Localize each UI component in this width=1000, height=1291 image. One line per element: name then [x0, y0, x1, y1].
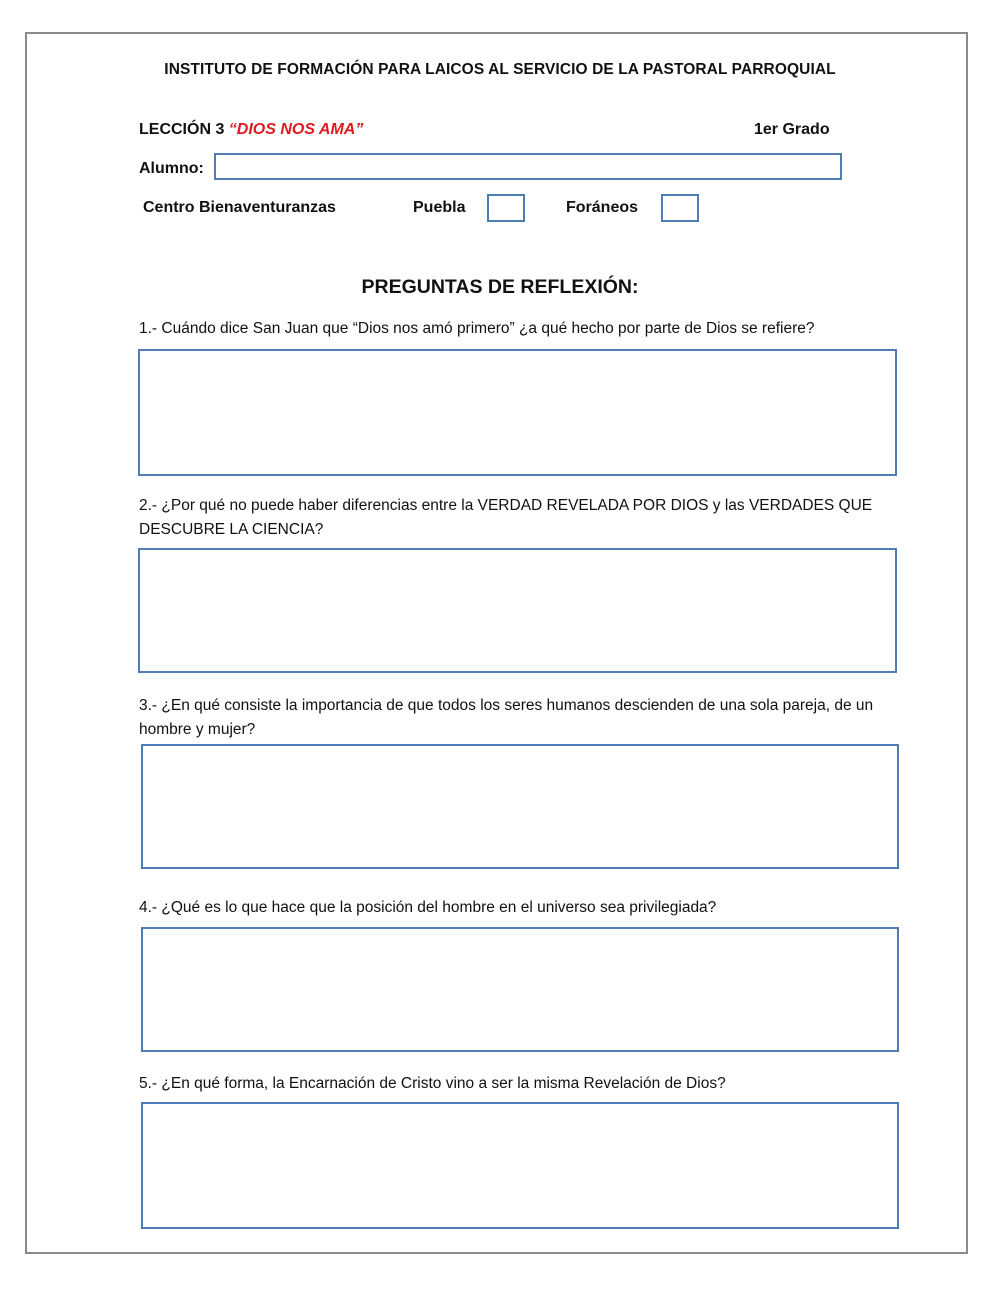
question-5: 5.- ¿En qué forma, la Encarnación de Cristo vino a ser la misma Revelación de Dios? [139, 1075, 726, 1092]
answer-4-box[interactable] [141, 927, 899, 1052]
option-puebla-label: Puebla [413, 199, 466, 216]
option-foraneos-label: Foráneos [566, 199, 639, 216]
center-label: Centro Bienaventuranzas [143, 199, 336, 216]
grade-label: 1er Grado [754, 121, 830, 138]
answer-5-box[interactable] [141, 1102, 899, 1229]
student-name-field[interactable] [214, 153, 842, 180]
answer-2-box[interactable] [138, 548, 897, 673]
lesson-number: LECCIÓN 3 [139, 121, 225, 138]
question-4: 4.- ¿Qué es lo que hace que la posición del hombre en el universo sea privilegiada? [139, 899, 717, 916]
question-1: 1.- Cuándo dice San Juan que “Dios nos amó primero” ¿a qué hecho por parte de Dios se refiere? [139, 320, 815, 337]
student-label: Alumno: [139, 160, 204, 177]
answer-1-box[interactable] [138, 349, 897, 476]
question-3: 3.- ¿En qué consiste la importancia de que todos los seres humanos descienden de una sola pareja, de un hombre y mujer? [139, 697, 874, 738]
question-2: 2.- ¿Por qué no puede haber diferencias entre la VERDAD REVELADA POR DIOS y las VERDADES QUE DESCUBRE LA CIENCIA? [139, 497, 873, 538]
answer-3-box[interactable] [141, 744, 899, 869]
lesson-heading [139, 121, 363, 139]
option-foraneos-checkbox[interactable] [661, 194, 699, 222]
lesson-name: “DIOS NOS AMA” [228, 121, 364, 138]
option-puebla-checkbox[interactable] [487, 194, 525, 222]
institute-title: INSTITUTO DE FORMACIÓN PARA LAICOS AL SERVICIO DE LA PASTORAL PARROQUIAL [164, 61, 836, 78]
section-title: PREGUNTAS DE REFLEXIÓN: [361, 276, 639, 298]
